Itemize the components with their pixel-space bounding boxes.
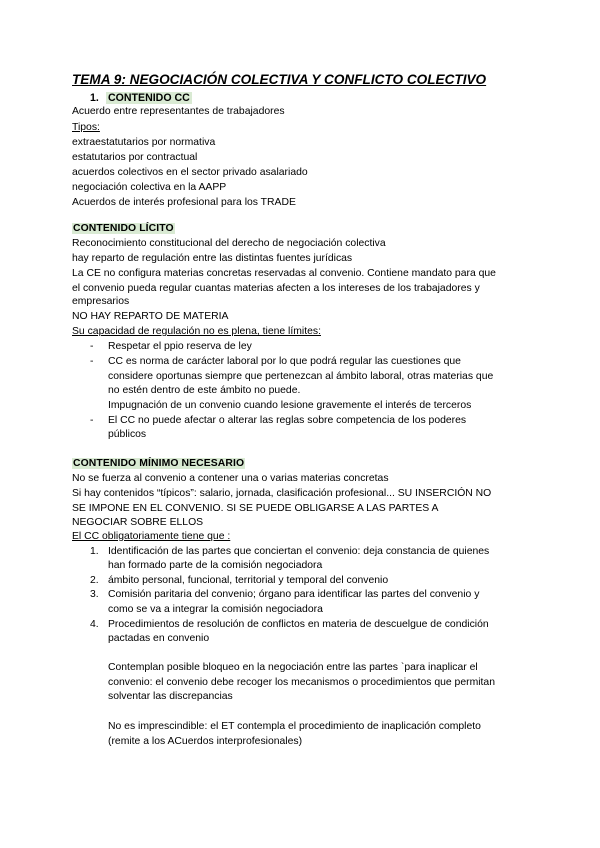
s3-item-2-line-1: como se va a integrar la comisión negociadora bbox=[108, 604, 323, 615]
document-title: TEMA 9: NEGOCIACIÓN COLECTIVA Y CONFLICTO COLECTIVO bbox=[72, 72, 487, 87]
s2-bullet-2-line-1: públicos bbox=[108, 429, 147, 440]
section2-heading-wrap bbox=[72, 222, 175, 236]
s2-line-6: Su capacidad de regulación no es plena, tiene límites: bbox=[72, 326, 321, 337]
s3-item-0-line-1: han formado parte de la comisión negociadora bbox=[108, 560, 323, 571]
s1-line-6: Acuerdos de interés profesional para los TRADE bbox=[72, 197, 296, 208]
s1-line-4: acuerdos colectivos en el sector privado asalariado bbox=[72, 167, 308, 178]
s3-item-num-1: 2. bbox=[90, 575, 99, 586]
s1-line-3: estatutarios por contractual bbox=[72, 152, 198, 163]
s3-para1-line-0: Contemplan posible bloqueo en la negociación entre las partes `para inaplicar el bbox=[108, 662, 478, 673]
s2-bullet-marker-0: - bbox=[90, 341, 94, 352]
s3-line-1: Si hay contenidos “típicos”: salario, jornada, clasificación profesional... SU INSERCIÓN NO bbox=[72, 488, 492, 499]
s3-item-3-line-1: pactadas en convenio bbox=[108, 633, 210, 644]
s2-line-3: el convenio pueda regular cuantas materias afecten a los intereses de los trabajadores y bbox=[72, 283, 480, 294]
s3-para1-line-1: convenio: el convenio debe recoger los mecanismos o procedimientos que permitan bbox=[108, 677, 495, 688]
section3-heading-wrap bbox=[72, 457, 245, 471]
s2-bullet-1-line-0: CC es norma de carácter laboral por lo que podrá regular las cuestiones que bbox=[108, 356, 461, 367]
s3-item-num-0: 1. bbox=[90, 546, 99, 557]
s1-line-2: extraestatutarios por normativa bbox=[72, 137, 216, 148]
s2-bullet-1-line-2: no estén dentro de este ámbito no puede. bbox=[108, 385, 301, 396]
s2-line-4: empresarios bbox=[72, 296, 130, 307]
s2-bullet-1-line-3: Impugnación de un convenio cuando lesione gravemente el interés de terceros bbox=[108, 400, 472, 411]
section1-number: 1. bbox=[90, 92, 99, 104]
s3-item-1-line-0: ámbito personal, funcional, territorial y temporal del convenio bbox=[108, 575, 389, 586]
section2-heading: CONTENIDO LÍCITO bbox=[73, 223, 174, 234]
s2-bullet-0-line-0: Respetar el ppio reserva de ley bbox=[108, 341, 252, 352]
s1-line-5: negociación colectiva en la AAPP bbox=[72, 182, 227, 193]
s2-line-1: hay reparto de regulación entre las distintas fuentes jurídicas bbox=[72, 253, 353, 264]
s2-bullet-1-line-1: considere oportunas siempre que pertenezcan al ámbito laboral, otras materias que bbox=[108, 371, 494, 382]
s3-item-2-line-0: Comisión paritaria del convenio; órgano para identificar las partes del convenio y bbox=[108, 589, 480, 600]
s3-line-0: No se fuerza al convenio a contener una o varias materias concretas bbox=[72, 473, 389, 484]
s3-para2-line-0: No es imprescindible: el ET contempla el procedimiento de inaplicación completo bbox=[108, 721, 481, 732]
s1-line-0: Acuerdo entre representantes de trabajadores bbox=[72, 106, 285, 117]
s1-line-1: Tipos: bbox=[72, 122, 100, 133]
s2-line-2: La CE no configura materias concretas reservadas al convenio. Contiene mandato para que bbox=[72, 268, 496, 279]
s3-item-3-line-0: Procedimientos de resolución de conflictos en materia de descuelgue de condición bbox=[108, 619, 489, 630]
s2-line-0: Reconocimiento constitucional del derecho de negociación colectiva bbox=[72, 238, 386, 249]
s3-item-num-3: 4. bbox=[90, 619, 99, 630]
s3-item-0-line-0: Identificación de las partes que conciertan el convenio: deja constancia de quienes bbox=[108, 546, 490, 557]
s3-line-4: El CC obligatoriamente tiene que : bbox=[72, 531, 231, 542]
s3-line-3: NEGOCIAR SOBRE ELLOS bbox=[72, 517, 204, 528]
section3-heading: CONTENIDO MÍNIMO NECESARIO bbox=[73, 458, 245, 469]
s2-bullet-marker-2: - bbox=[90, 415, 94, 426]
s3-para1-line-2: solventar las discrepancias bbox=[108, 691, 233, 702]
section1-heading-wrap bbox=[106, 91, 192, 106]
s2-line-5: NO HAY REPARTO DE MATERIA bbox=[72, 311, 229, 322]
s3-para2-line-1: (remite a los ACuerdos interprofesionales) bbox=[108, 736, 303, 747]
s3-line-2: SE IMPONE EN EL CONVENIO. SI SE PUEDE OBLIGARSE A LAS PARTES A bbox=[72, 503, 439, 514]
s2-bullet-2-line-0: El CC no puede afectar o alterar las reglas sobre competencia de los poderes bbox=[108, 415, 467, 426]
section1-heading: CONTENIDO CC bbox=[108, 92, 190, 104]
s2-bullet-marker-1: - bbox=[90, 356, 94, 367]
s3-item-num-2: 3. bbox=[90, 589, 99, 600]
